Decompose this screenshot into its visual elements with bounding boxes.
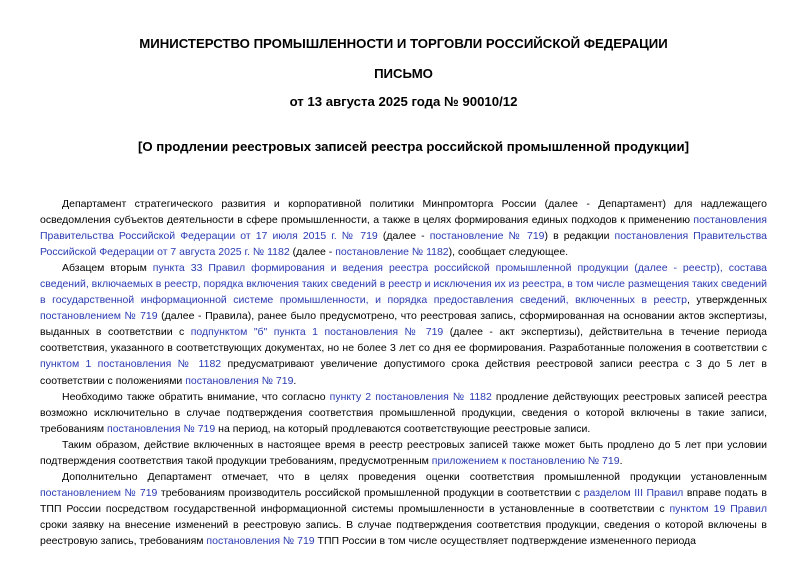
- document-subject-heading: [О продлении реестровых записей реестра российской промышленной продукции]: [137, 139, 690, 154]
- paragraph-text: (далее - акт экспертизы), действительна в течение периода соответствия, указанного в соответствующих документах, но не более 3 лет со дня ее формирования. Разработанные положения в соответствии с: [40, 326, 767, 355]
- document-body: [40, 196, 767, 549]
- document-link[interactable]: постановления Правительства Российской Федерации от 17 июля 2015 г. № 719: [40, 214, 767, 243]
- paragraph-text: (далее -: [377, 230, 430, 243]
- document-link[interactable]: постановление № 1182: [335, 246, 449, 259]
- paragraph-text: .: [619, 454, 623, 467]
- document-link[interactable]: постановление № 719: [429, 230, 545, 243]
- paragraph-text: ТПП России в том числе осуществляет подтверждение измененного периода: [314, 534, 697, 547]
- paragraph-text: , утвержденных: [686, 294, 768, 307]
- document-link[interactable]: постановления № 719: [185, 374, 294, 387]
- document-link[interactable]: пунктом 1 постановления № 1182: [40, 358, 222, 371]
- document-link[interactable]: пункту 2 постановления № 1182: [329, 390, 492, 403]
- paragraph: [40, 437, 767, 469]
- document-link[interactable]: постановления № 719: [206, 534, 315, 547]
- document-link[interactable]: постановлением № 719: [40, 310, 158, 323]
- document-link[interactable]: пункта 33 Правил формирования и ведения реестра российской промышленной продукции (далее - реестр), состава сведений, включаемых в реестр, порядка включения таких сведений в реестр и исключения их из реестра, в том числе размещения таких сведений в государственной информационной системе промышленности, и порядка предоставления сведений, включенных в реестр: [40, 262, 768, 307]
- paragraph-text: (далее -: [289, 246, 336, 259]
- document-link[interactable]: разделом III Правил: [583, 486, 684, 499]
- document-link[interactable]: постановлением № 719: [40, 486, 158, 499]
- paragraph-text: предусматривают увеличение допустимого срока действия реестровой записи реестра с 3 до 5 лет в соответствии с положениями: [40, 358, 767, 387]
- paragraph-text: продление действующих реестровых записей реестра возможно исключительно в случае подтверждения соответствия промышленной продукции, сведения о которой включены в такие записи, требованиям: [40, 390, 768, 435]
- paragraph-text: Абзацем вторым: [62, 262, 153, 275]
- paragraph-text: ), сообщает следующее.: [448, 246, 569, 259]
- paragraph-text: сроки заявку на внесение изменений в реестровую запись. В случае подтверждения соответствия продукции, сведения о которой включены в реестровую запись, требованиям: [40, 518, 767, 547]
- paragraph: [40, 260, 767, 388]
- ministry-heading: МИНИСТЕРСТВО ПРОМЫШЛЕННОСТИ И ТОРГОВЛИ РОССИЙСКОЙ ФЕДЕРАЦИИ: [139, 36, 668, 51]
- document-date-heading: от 13 августа 2025 года № 90010/12: [289, 94, 518, 109]
- paragraph-text: .: [293, 374, 297, 387]
- paragraph-text: Дополнительно Департамент отмечает, что в целях проведения оценки соответствия промышленной продукции установленным: [62, 470, 767, 483]
- document-link[interactable]: подпунктом "б" пункта 1 постановления № 719: [190, 326, 444, 339]
- paragraph-text: на период, на который продлеваются соответствующие реестровые записи.: [215, 422, 591, 435]
- document-link[interactable]: приложением к постановлению № 719: [431, 454, 620, 467]
- paragraph-text: требованиям производитель российской промышленной продукции в соответствии с: [157, 486, 584, 499]
- paragraph-text: (далее - Правила), ранее было предусмотрено, что реестровая запись, сформированная на основании актов экспертизы, выданных в соответствии с: [40, 310, 767, 339]
- paragraph: [40, 196, 767, 260]
- paragraph: [40, 389, 767, 437]
- paragraph: [40, 469, 767, 549]
- document-link[interactable]: пунктом 19 Правил: [669, 502, 767, 515]
- paragraph-text: Таким образом, действие включенных в настоящее время в реестр реестровых записей также может быть продлено до 5 лет при условии подтверждения соответствия такой продукции требованиям, предусмотренным: [40, 438, 767, 467]
- paragraph-text: Департамент стратегического развития и корпоративной политики Минпромторга России (далее - Департамент) для надлежащего осведомления субъектов деятельности в сфере промышленности, а также в целях формирования единых подходов к применению: [40, 198, 767, 227]
- document-link[interactable]: постановления № 719: [107, 422, 216, 435]
- paragraph-text: вправе подать в ТПП России посредством государственной информационной системы промышленности в установленные в соответствии с: [40, 486, 767, 515]
- document-type-heading: ПИСЬМО: [374, 66, 433, 81]
- paragraph-text: Необходимо также обратить внимание, что согласно: [62, 390, 330, 403]
- paragraph-text: ) в редакции: [544, 230, 615, 243]
- document-link[interactable]: постановления Правительства Российской Федерации от 7 августа 2025 г. № 1182: [40, 230, 767, 259]
